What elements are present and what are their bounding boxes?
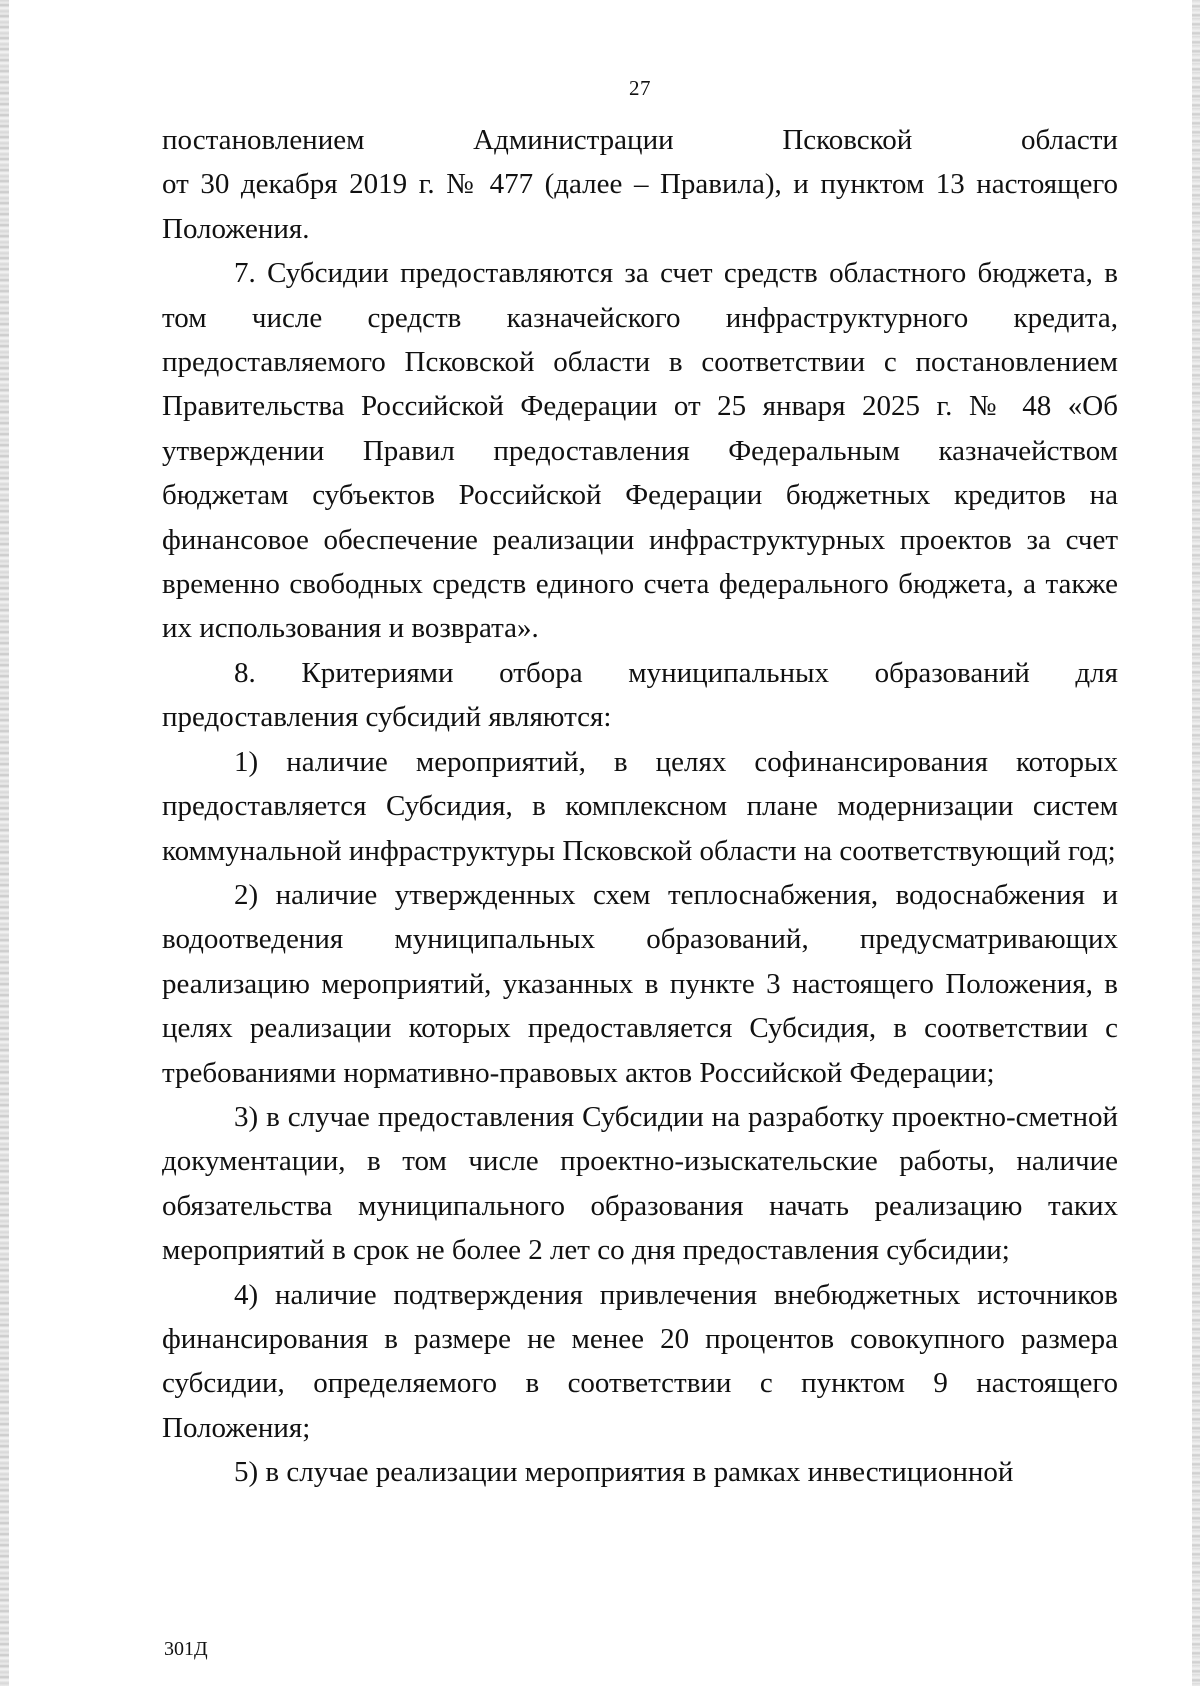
paragraph-item-8: 8. Критериями отбора муниципальных образований для предоставления субсидий являются: [162, 656, 1118, 734]
scan-edge-left [0, 0, 9, 1686]
first-line-word: Псковской [782, 124, 913, 156]
criterion-1: 1) наличие мероприятий, в целях софинансирования которых предоставляется Субсидия, в комплексном плане модернизации систем коммунальной инфраструктуры Псковской области на соответствующий год; [162, 745, 1118, 867]
criterion-3: 3) в случае предоставления Субсидии на разработку проектно-сметной документации, в том числе проектно-изыскательские работы, наличие обязательства муниципального образования начать реализацию таких мероприятий в срок не более 2 лет со дня предоставления субсидии; [162, 1100, 1118, 1267]
criterion-2: 2) наличие утвержденных схем теплоснабжения, водоснабжения и водоотведения муниципальных образований, предусматривающих реализацию мероприятий, указанных в пункте 3 настоящего Положения, в целях реализации которых предоставляется Субсидия, в соответствии с требованиями нормативно-правовых актов Российской Федерации; [162, 878, 1118, 1089]
scan-edge-right [1192, 0, 1200, 1686]
first-line-word: постановлением [162, 124, 365, 156]
criterion-4: 4) наличие подтверждения привлечения внебюджетных источников финансирования в размере не менее 20 процентов совокупного размера субсидии, определяемого в соответствии с пунктом 9 настоящего Положения; [162, 1278, 1118, 1444]
page-number: 27 [629, 76, 651, 100]
first-line-word: Администрации [473, 124, 674, 156]
criterion-5: 5) в случае реализации мероприятия в рамках инвестиционной [234, 1456, 1014, 1489]
footer-code: 301Д [164, 1638, 208, 1660]
first-line-word: области [1021, 124, 1118, 156]
document-body [162, 118, 1118, 1495]
paragraph-item-7: 7. Субсидии предоставляются за счет средств областного бюджета, в том числе средств казначейского инфраструктурного кредита, предоставляемого Псковской области в соответствии с постановлением Правительства Российской Федерации от 25 января 2025 г. № 48 «Об утверждении Правил предоставления Федеральным казначейством бюджетам субъектов Российской Федерации бюджетных кредитов на финансовое обеспечение реализации инфраструктурных проектов за счет временно свободных средств единого счета федерального бюджета, а также их использования и возврата». [162, 257, 1118, 645]
paragraph-continuation: от 30 декабря 2019 г. № 477 (далее – Правила), и пунктом 13 настоящего Положения. [162, 168, 1118, 245]
first-line [162, 118, 1118, 162]
